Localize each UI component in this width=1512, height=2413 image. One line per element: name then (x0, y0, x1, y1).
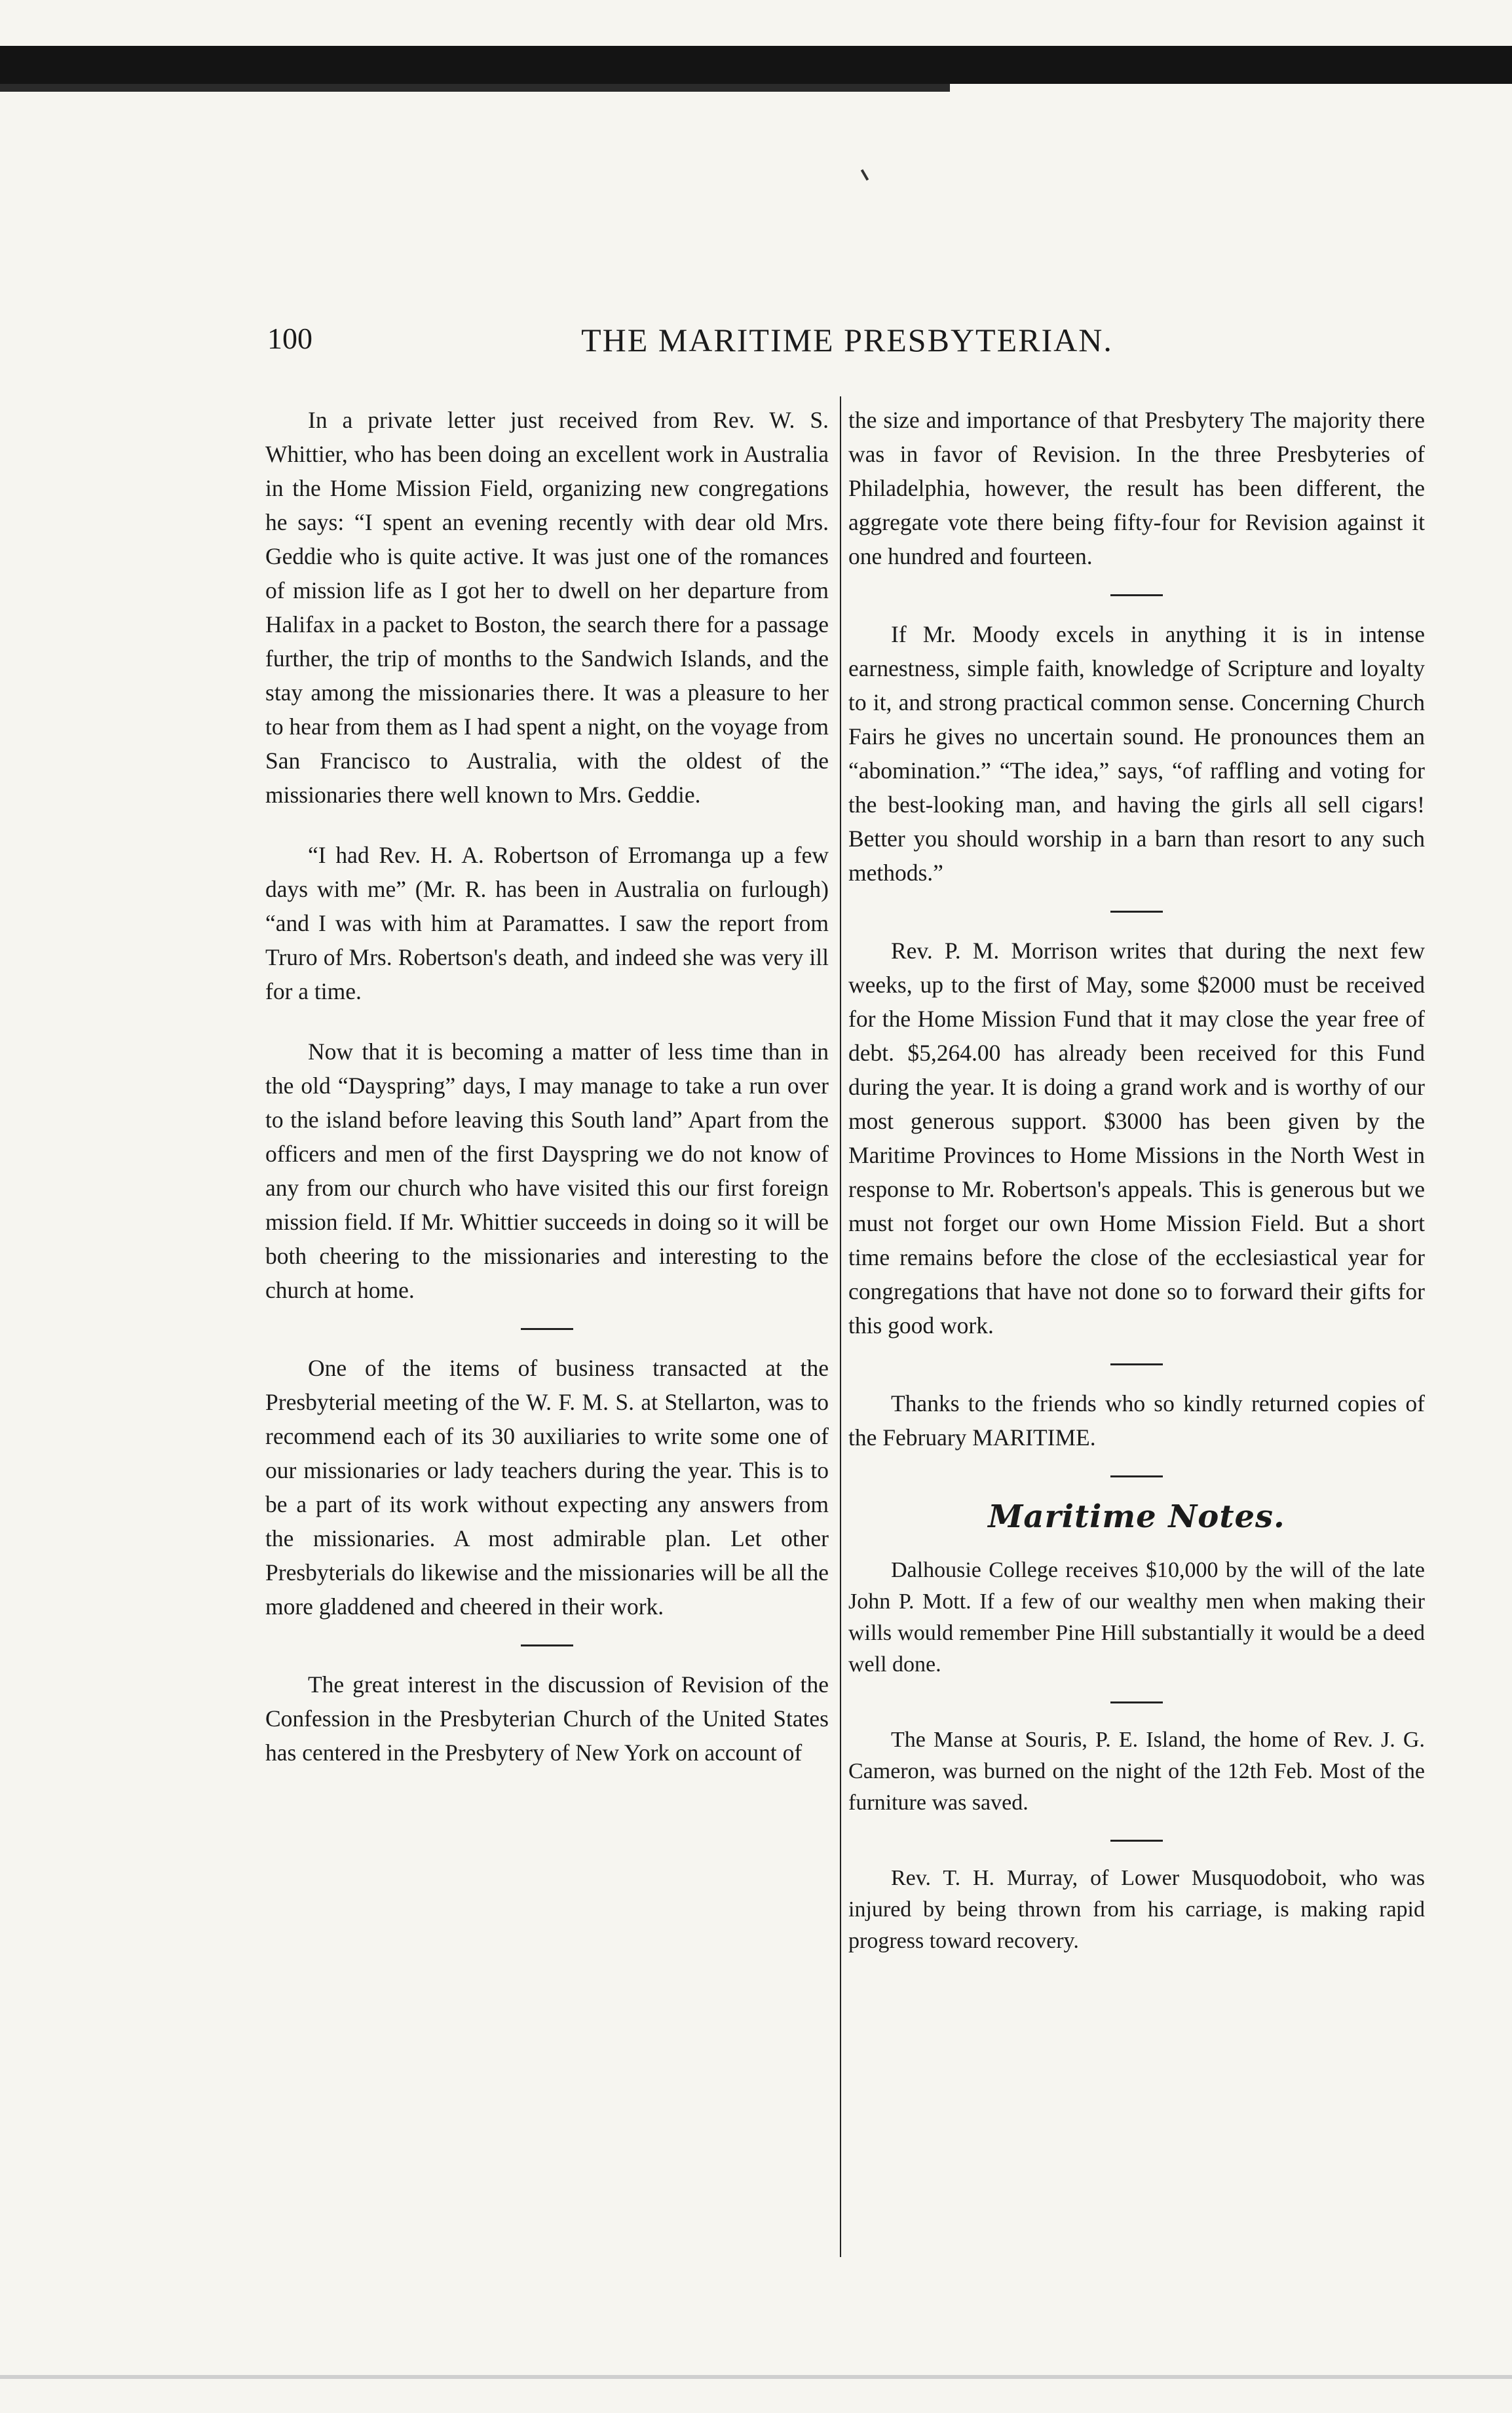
article-paragraph: One of the items of business transacted at the Presbyterial meeting of the W. F. M. S. at Stellarton, was to recommend each of its 30 auxiliaries to write some one of our missionaries or lady teachers during the year. This is to be a part of its work without expecting any answers from the missionaries. A most admirable plan. Let other Presbyterials do likewise and the missionaries will be all the more gladdened and cheered in their work. (265, 1355, 829, 1620)
running-head: THE MARITIME PRESBYTERIAN. (581, 322, 1113, 358)
left-column (265, 403, 829, 1796)
section-separator (1110, 1701, 1163, 1703)
article-paragraph: the size and importance of that Presbytery The majority there was in favor of Revision. In the three Presbyteries of Philadelphia, however, the result has been different, the aggregate vote there being fifty-four for Revision against it one hundred and fourteen. (848, 407, 1425, 569)
page-number: 100 (267, 322, 312, 355)
notes-heading: Maritime Notes. (988, 1498, 1285, 1535)
page-header (267, 321, 1427, 367)
column-rule (840, 396, 841, 2257)
right-column (848, 403, 1425, 1983)
article-paragraph: Now that it is becoming a matter of less time than in the old “Dayspring” days, I may manage to take a run over to the island before leaving this South land” Apart from the officers and men of the first Dayspring we do not know of any from our church who have visited this our first foreign mission field. If Mr. Whittier succeeds in doing so it will be both cheering to the missionaries and interesting to the church at home. (265, 1038, 829, 1303)
section-separator (1110, 911, 1163, 913)
notes-section (848, 1555, 1425, 1957)
article-paragraph: In a private letter just received from Rev. W. S. Whittier, who has been doing an excellent work in Australia in the Home Mission Field, organizing new congregations he says: “I spent an evening recently with dear old Mrs. Geddie who is quite active. It was just one of the romances of mission life as I got her to dwell on her departure from Halifax in a packet to Boston, the search there for a passage further, the trip of months to the Sandwich Islands, and the stay among the missionaries there. It was a pleasure to her to hear from them as I had spent a night, on the voyage from San Francisco to Australia, with the oldest of the missionaries there well known to Mrs. Geddie. (265, 407, 829, 808)
section-separator (1110, 1475, 1163, 1477)
section-separator (1110, 594, 1163, 596)
section-separator (1110, 1363, 1163, 1365)
scan-bottom-edge (0, 2375, 1512, 2379)
note-item: The Manse at Souris, P. E. Island, the home of Rev. J. G. Cameron, was burned on the night of the 12th Feb. Most of the furniture was saved. (848, 1728, 1425, 1815)
section-separator (521, 1644, 573, 1646)
note-item: Dalhousie College receives $10,000 by the will of the late John P. Mott. If a few of our wealthy men when making their wills would remember Pine Hill substantially it would be a deed well done. (848, 1558, 1425, 1677)
note-item: Rev. T. H. Murray, of Lower Musquodoboit, who was injured by being thrown from his carriage, is making rapid progress toward recovery. (848, 1866, 1425, 1953)
article-paragraph: The great interest in the discussion of Revision of the Confession in the Presbyterian Church of the United States has centered in the Presbytery of New York on account of (265, 1671, 829, 1766)
article-paragraph: Thanks to the friends who so kindly returned copies of the February MARITIME. (848, 1390, 1425, 1451)
article-paragraph: Rev. P. M. Morrison writes that during the next few weeks, up to the first of May, some $2000 must be received for the Home Mission Fund that it may close the year free of debt. $5,264.00 has already been received for this Fund during the year. It is doing a grand work and is worthy of our most generous support. $3000 has been given by the Maritime Provinces to Home Missions in the North West in response to Mr. Robertson's appeals. This is generous but we must not forget our own Home Mission Field. But a short time remains before the close of the ecclesiastical year for congregations that have not done so to forward their gifts for this good work. (848, 938, 1425, 1339)
section-separator (521, 1328, 573, 1330)
article-paragraph: “I had Rev. H. A. Robertson of Erromanga up a few days with me” (Mr. R. has been in Australia on furlough) “and I was with him at Paramattes. I saw the report from Truro of Mrs. Robertson's death, and indeed she was very ill for a time. (265, 842, 829, 1004)
scan-mark (861, 169, 869, 181)
article-paragraph: If Mr. Moody excels in anything it is in intense earnestness, simple faith, knowledge of Scripture and loyalty to it, and strong practical common sense. Concerning Church Fairs he gives no uncertain sound. He pronounces them an “abomination.” “The idea,” says, “of raffling and voting for the best-looking man, and having the girls all sell cigars! Better you should worship in a barn than resort to any such methods.” (848, 621, 1425, 886)
section-separator (1110, 1840, 1163, 1842)
scan-top-border-shadow (0, 84, 950, 92)
scan-top-border (0, 46, 1512, 84)
